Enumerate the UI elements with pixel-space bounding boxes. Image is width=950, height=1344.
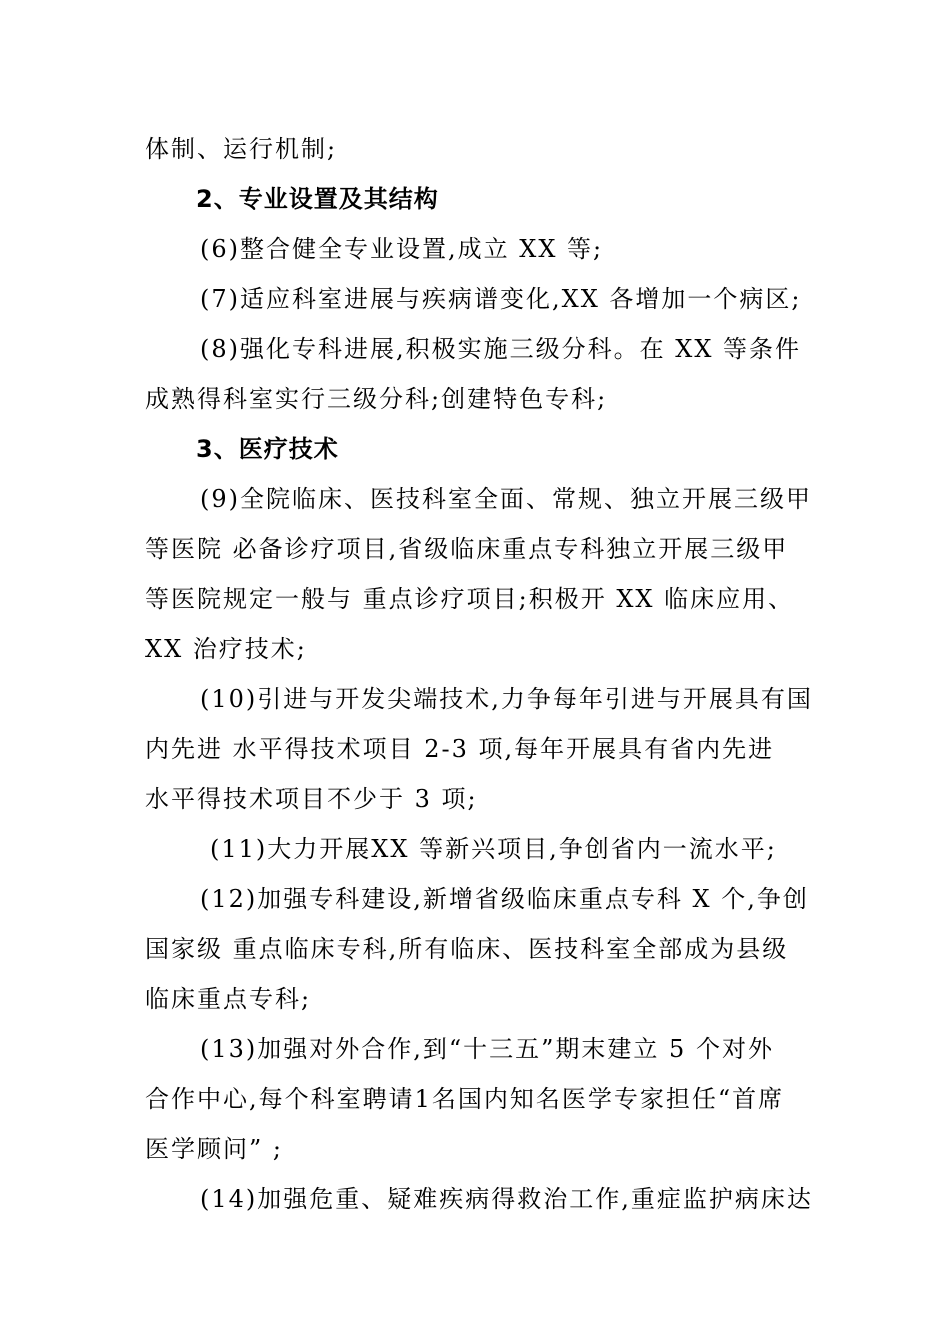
list-item: (13)加强对外合作,到“十三五”期末建立 5 个对外 xyxy=(200,1035,774,1063)
list-item: (6)整合健全专业设置,成立 XX 等; xyxy=(200,235,604,263)
list-item: (9)全院临床、医技科室全面、常规、独立开展三级甲 xyxy=(200,485,812,513)
paragraph-line: 医学顾问” ; xyxy=(145,1135,283,1163)
list-item: (7)适应科室进展与疾病谱变化,XX 各增加一个病区; xyxy=(200,285,802,313)
paragraph-line: XX 治疗技术; xyxy=(145,635,307,663)
section-heading: 2、专业设置及其结构 xyxy=(196,185,439,213)
list-item: (12)加强专科建设,新增省级临床重点专科 X 个,争创 xyxy=(200,885,809,913)
list-item: (14)加强危重、疑难疾病得救治工作,重症监护病床达 xyxy=(200,1185,813,1213)
paragraph-line: 国家级 重点临床专科,所有临床、医技科室全部成为县级 xyxy=(145,935,789,963)
paragraph-line: 水平得技术项目不少于 3 项; xyxy=(145,785,478,813)
paragraph-line: 体制、运行机制; xyxy=(145,135,338,163)
paragraph-line: 内先进 水平得技术项目 2-3 项,每年开展具有省内先进 xyxy=(145,735,775,763)
section-heading: 3、医疗技术 xyxy=(196,435,339,463)
paragraph-line: 成熟得科室实行三级分科;创建特色专科; xyxy=(145,385,608,413)
paragraph-line: 临床重点专科; xyxy=(145,985,312,1013)
paragraph-line: 合作中心,每个科室聘请1名国内知名医学专家担任“首席 xyxy=(145,1085,785,1113)
paragraph-line: 等医院 必备诊疗项目,省级临床重点专科独立开展三级甲 xyxy=(145,535,789,563)
list-item: (10)引进与开发尖端技术,力争每年引进与开展具有国 xyxy=(200,685,813,713)
paragraph-line: 等医院规定一般与 重点诊疗项目;积极开 XX 临床应用、 xyxy=(145,585,795,613)
list-item: (11)大力开展XX 等新兴项目,争创省内一流水平; xyxy=(210,835,777,863)
list-item: (8)强化专科进展,积极实施三级分科。在 XX 等条件 xyxy=(200,335,802,363)
